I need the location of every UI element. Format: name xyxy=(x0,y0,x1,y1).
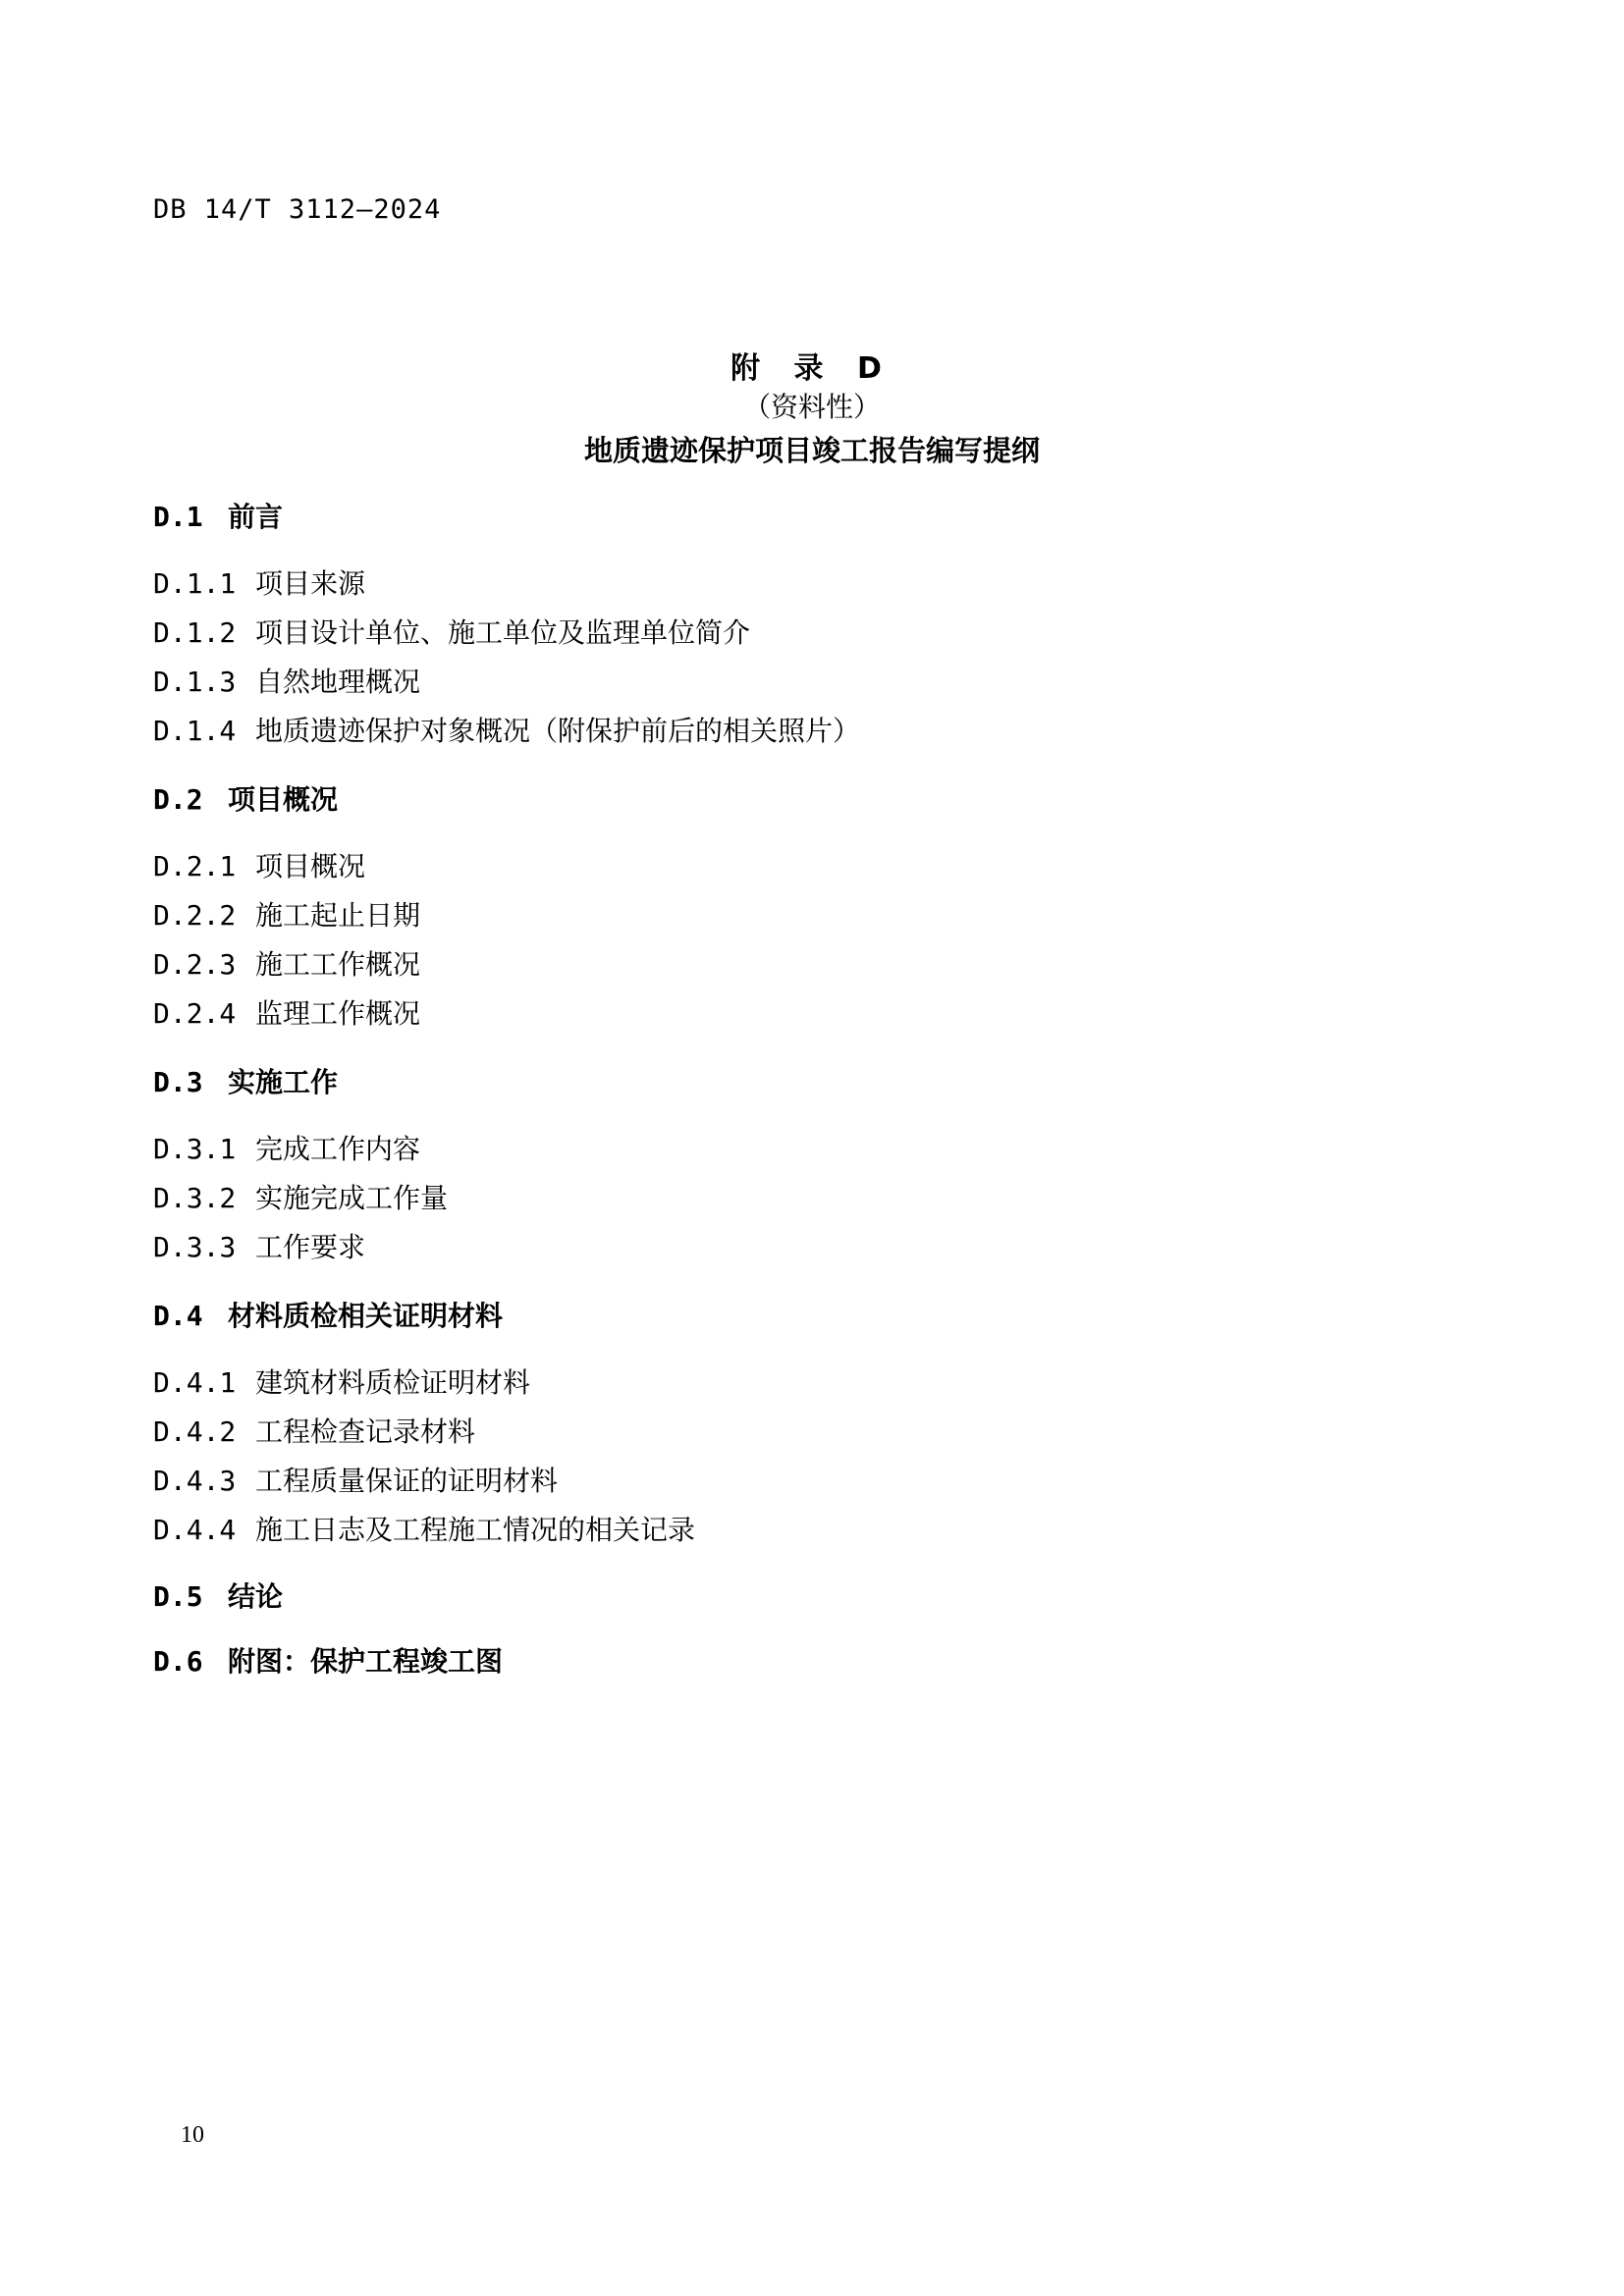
subsection-title: 自然地理概况 xyxy=(255,666,421,698)
subsection-title: 施工起止日期 xyxy=(255,899,421,932)
subsection-title: 工程检查记录材料 xyxy=(255,1415,476,1448)
subsection xyxy=(153,710,860,749)
appendix-title: 附 录 D xyxy=(731,351,893,386)
appendix-subject: 地质遗迹保护项目竣工报告编写提纲 xyxy=(583,434,1040,467)
subsection-title: 项目来源 xyxy=(255,567,366,600)
subsection-title: 监理工作概况 xyxy=(255,997,421,1030)
subsection-number: D.1.4 xyxy=(153,715,237,747)
appendix-type: （资料性） xyxy=(742,391,881,423)
subsection-number: D.4.4 xyxy=(153,1514,237,1546)
section-number: D.2 xyxy=(153,783,203,816)
section-title: 项目概况 xyxy=(228,783,339,816)
subsection xyxy=(153,562,365,602)
subsection xyxy=(153,1509,695,1548)
subsection xyxy=(153,1460,558,1499)
subsection-number: D.1.3 xyxy=(153,666,237,698)
subsection-title: 项目设计单位、施工单位及监理单位简介 xyxy=(255,616,751,649)
subsection-number: D.1.2 xyxy=(153,616,237,649)
section-number: D.5 xyxy=(153,1580,203,1613)
subsection-number: D.2.2 xyxy=(153,899,237,932)
subsection-title: 完成工作内容 xyxy=(255,1133,421,1165)
section-heading xyxy=(153,778,338,818)
subsection xyxy=(153,845,365,884)
subsection-number: D.2.1 xyxy=(153,850,237,882)
section-number: D.1 xyxy=(153,501,203,533)
subsection-title: 工程质量保证的证明材料 xyxy=(255,1465,559,1497)
subsection-title: 项目概况 xyxy=(255,850,366,882)
subsection-number: D.3.2 xyxy=(153,1182,237,1214)
subsection-title: 施工工作概况 xyxy=(255,948,421,981)
subsection xyxy=(153,1128,420,1167)
subsection-title: 建筑材料质检证明材料 xyxy=(255,1366,531,1399)
subsection xyxy=(153,1362,530,1401)
section-heading xyxy=(153,1295,503,1334)
subsection-number: D.3.1 xyxy=(153,1133,237,1165)
subsection-number: D.1.1 xyxy=(153,567,237,600)
section-number: D.3 xyxy=(153,1066,203,1098)
subsection xyxy=(153,1177,448,1216)
subsection-number: D.2.3 xyxy=(153,948,237,981)
subsection-number: D.3.3 xyxy=(153,1231,237,1263)
subsection-title: 施工日志及工程施工情况的相关记录 xyxy=(255,1514,696,1546)
section-title: 附图：保护工程竣工图 xyxy=(228,1645,504,1678)
subsection-title: 工作要求 xyxy=(255,1231,366,1263)
subsection-number: D.2.4 xyxy=(153,997,237,1030)
section-number: D.6 xyxy=(153,1645,203,1678)
section-title: 实施工作 xyxy=(228,1066,339,1098)
section-title: 结论 xyxy=(228,1580,284,1613)
section-title: 材料质检相关证明材料 xyxy=(228,1300,504,1332)
subsection xyxy=(153,992,420,1032)
subsection-number: D.4.3 xyxy=(153,1465,237,1497)
section-heading xyxy=(153,1575,283,1615)
section-number: D.4 xyxy=(153,1300,203,1332)
subsection xyxy=(153,661,420,700)
page-number: 10 xyxy=(181,2122,204,2148)
subsection xyxy=(153,894,420,934)
section-heading xyxy=(153,496,283,535)
section-heading xyxy=(153,1640,503,1680)
subsection xyxy=(153,612,750,651)
section-title: 前言 xyxy=(228,501,284,533)
section-heading xyxy=(153,1061,338,1100)
subsection xyxy=(153,1226,365,1265)
subsection-number: D.4.1 xyxy=(153,1366,237,1399)
subsection-title: 实施完成工作量 xyxy=(255,1182,449,1214)
subsection-number: D.4.2 xyxy=(153,1415,237,1448)
subsection xyxy=(153,1411,475,1450)
standard-code: DB 14/T 3112—2024 xyxy=(153,194,442,225)
subsection xyxy=(153,943,420,983)
subsection-title: 地质遗迹保护对象概况（附保护前后的相关照片） xyxy=(255,715,861,747)
